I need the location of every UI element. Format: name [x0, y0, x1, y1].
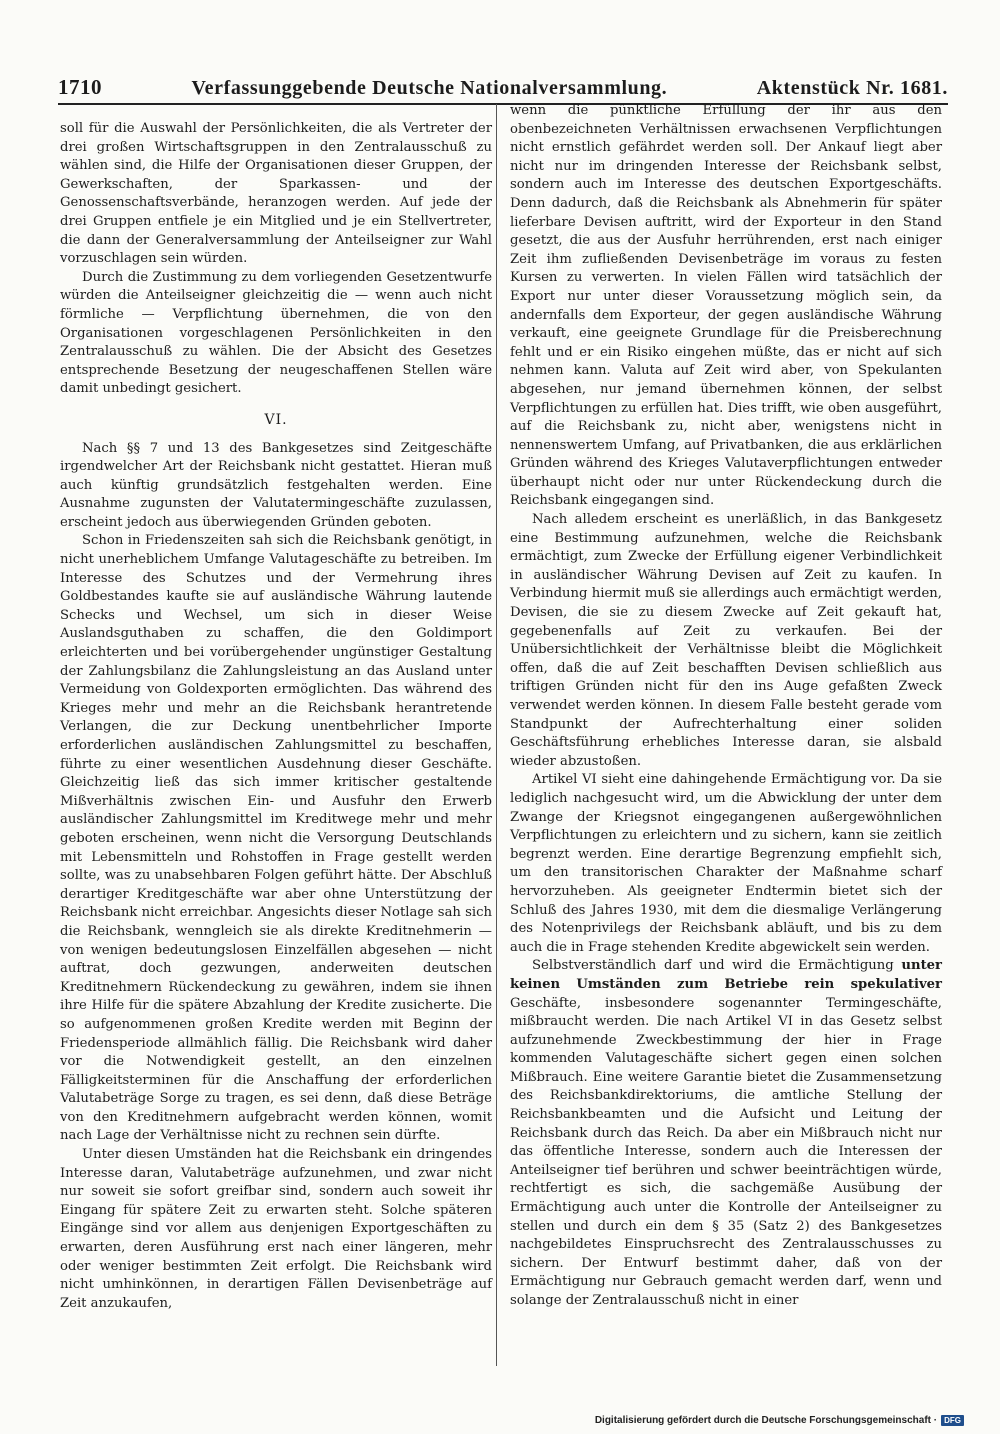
page-header [58, 70, 948, 105]
paragraph [510, 957, 942, 1310]
section-heading: VI. [264, 411, 288, 428]
paragraph-text: Selbstverständlich darf und wird die Ermächtigung [532, 958, 902, 974]
page-number: 1710 [58, 75, 102, 99]
right-column [510, 102, 942, 1311]
document-number: Aktenstück Nr. 1681. [756, 77, 948, 99]
paragraph: wenn die pünktliche Erfüllung der ihr aus den obenbezeichneten Verhältnissen erwachsenen Verpflichtungen nicht ernstlich gefährdet werden soll. Der Ankauf liegt aber nicht nur im dringenden Interesse der Reichsbank selbst, sondern auch im Interesse des deutschen Exportgeschäfts. Denn dadurch, daß die Reichsbank als Abnehmerin für später lieferbare Devisen auftritt, wird der Exporteur in den Stand gesetzt, die aus der Ausfuhr herrührenden, erst nach einiger Zeit ihm zufließenden Devisenbeträge im voraus zu festen Kursen zu verwerten. In vielen Fällen wird tatsächlich der Export nur unter dieser Voraussetzung möglich sein, da andernfalls dem Exporteur, der gegen ausländische Währung verkauft, eine geeignete Grundlage für die Preisberechnung fehlt und er ein Risiko eingehen müßte, das er nicht auf sich nehmen kann. Valuta auf Zeit wird aber, von Spekulanten abgesehen, nur jemand übernehmen können, der selbst Verpflichtungen zu erfüllen hat. Dies trifft, wie oben ausgeführt, auf die Reichsbank zu, nicht aber, wenigstens nicht in nennenswertem Umfang, auf Privatbanken, die aus erklärlichen Gründen während des Krieges Valutaverpflichtungen entweder überhaupt nicht oder nur unter Rückendeckung durch die Reichsbank eingegangen sind. [510, 103, 942, 509]
footer-credit [595, 1415, 964, 1426]
paragraph: Schon in Friedenszeiten sah sich die Reichsbank genötigt, in nicht unerheblichem Umfange Valutageschäfte zu betreiben. Im Interesse des Schutzes und der Vermehrung ihres Goldbestandes kaufte sie auf ausländische Währung lautende Schecks und Wechsel, um sich in dieser Weise Auslandsguthaben zu schaffen, die den Goldimport erleichterten und bei vorübergehender ungünstiger Gestaltung der Zahlungsbilanz die Zahlungsleistung an das Ausland unter Vermeidung von Goldexporten ermöglichten. Das während des Krieges mehr und mehr an die Reichsbank herantretende Verlangen, die zur Deckung unentbehrlicher Importe erforderlichen ausländischen Zahlungsmittel zu beschaffen, führte zu einer wesentlichen Ausdehnung dieser Geschäfte. Gleichzeitig ließ das sich immer kritischer gestaltende Mißverhältnis zwischen Ein- und Ausfuhr den Erwerb ausländischer Zahlungsmittel im Kreditwege mehr und mehr geboten erscheinen, wenn nicht die Versorgung Deutschlands mit Lebensmitteln und Rohstoffen in Frage gestellt werden sollte, was zu unabsehbaren Folgen geführt hätte. Der Abschluß derartiger Kreditgeschäfte war aber ohne Unterstützung der Reichsbank nicht erreichbar. Angesichts dieser Notlage sah sich die Reichsbank, wenngleich sie als direkte Kreditnehmerin — von wenigen bedeutungslosen Einzelfällen abgesehen — nicht auftrat, doch gezwungen, anderweiten deutschen Kreditnehmern Rückendeckung zu gewähren, indem sie ihnen ihre Hilfe für die spätere Abzahlung der Kredite zusicherte. Die so aufgenommenen großen Kredite werden mit Beginn der Friedensperiode allmählich fällig. Die Reichsbank wird daher vor die Notwendigkeit gestellt, an den einzelnen Fälligkeitsterminen für die Anschaffung der erforderlichen Valutabeträge Sorge zu tragen, es sei denn, daß diese Beträge von den Kreditnehmern aufgebracht werden können, womit nach Lage der Verhältnisse nicht zu rechnen sein dürfte. [60, 533, 492, 1144]
paragraph: Artikel VI sieht eine dahingehende Ermächtigung vor. Da sie lediglich nachgesucht wird, um die Abwicklung der unter dem Zwange der Kriegsnot eingegangenen außergewöhnlichen Verpflichtungen zu erleichtern und zu sichern, kann sie zeitlich begrenzt werden. Eine derartige Begrenzung empfiehlt sich, um den transitorischen Charakter der Maßnahme scharf hervorzuheben. Als geeigneter Endtermin bietet sich der Schluß des Jahres 1930, mit dem die diesmalige Verlängerung des Notenprivilegs der Reichsbank abläuft, und bis zu dem auch die in Frage stehenden Kredite abgewickelt sein werden. [510, 772, 942, 955]
left-column [60, 120, 492, 1313]
paragraph: Nach §§ 7 und 13 des Bankgesetzes sind Zeitgeschäfte irgendwelcher Art der Reichsbank nicht gestattet. Hieran muß auch künftig grundsätzlich festgehalten werden. Eine Ausnahme zugunsten der Valutatermingeschäfte zuzulassen, erscheint jedoch aus überwiegenden Gründen geboten. [60, 440, 492, 530]
paragraph-text: Geschäfte, insbesondere sogenannter Termingeschäfte, mißbraucht werden. Die nach Artikel VI in das Gesetz selbst aufzunehmende Zweckbestimmung der hier in Frage kommenden Valutageschäfte sichert gegen einen solchen Mißbrauch. Eine weitere Garantie bietet die Zusammensetzung des Reichsbankdirektoriums, die amtliche Stellung der Reichsbankbeamten und die Aufsicht und Leitung der Reichsbank durch das Reich. Da aber ein Mißbrauch nicht nur das öffentliche Interesse, sondern auch die Interessen der Anteilseigner tief berühren und schwer beeinträchtigen würde, rechtfertigt es sich, die sachgemäße Ausübung der Ermächtigung auch unter die Kontrolle der Anteilseigner zu stellen und durch ein dem § 35 (Satz 2) des Bankgesetzes nachgebildetes Einspruchsrecht des Zentralausschusses zu sichern. Der Entwurf bestimmt daher, daß von der Ermächtigung nur Gebrauch gemacht werden darf, wenn und solange der Zentralausschuß nicht in einer [510, 995, 942, 1308]
running-title: Verfassunggebende Deutsche Nationalversammlung. [191, 77, 668, 99]
emphasized-text: unter keinen Umständen zum Betriebe rein spekulativer [510, 958, 942, 992]
dfg-logo: DFG [941, 1415, 964, 1426]
paragraph: Unter diesen Umständen hat die Reichsbank ein dringendes Interesse daran, Valutabeträge aufzunehmen, und zwar nicht nur soweit sie sofort greifbar sind, sondern auch soweit ihr Eingang für spätere Zeit zu erwarten steht. Solche späteren Eingänge sind vor allem aus denjenigen Exportgeschäften zu erwarten, deren Ausführung erst nach einer längeren, mehr oder weniger bestimmten Zeit erfolgt. Die Reichsbank wird nicht umhinkönnen, in derartigen Fällen Devisenbeträge auf Zeit anzukaufen, [60, 1147, 492, 1311]
paragraph: Nach alledem erscheint es unerläßlich, in das Bankgesetz eine Bestimmung aufzunehmen, welche die Reichsbank ermächtigt, zum Zwecke der Erfüllung eigener Verbindlichkeit in ausländischer Währung Devisen auf Zeit zu kaufen. In Verbindung hiermit muß sie allerdings auch ermächtigt werden, Devisen, die sie zu diesem Zwecke auf Zeit gekauft hat, gegebenenfalls auf Zeit zu verkaufen. Bei der Unübersichtlichkeit der Verhältnisse bleibt die Möglichkeit offen, daß die auf Zeit beschafften Devisen schließlich aus triftigen Gründen nicht für den ins Auge gefaßten Zweck verwendet werden können. In diesem Falle besteht gerade vom Standpunkt der Aufrechterhaltung einer soliden Geschäftsführung erhebliches Interesse daran, sie alsbald wieder abzustoßen. [510, 512, 942, 769]
paragraph: soll für die Auswahl der Persönlichkeiten, die als Vertreter der drei großen Wirtschaftsgruppen in den Zentralausschuß zu wählen sind, die Hilfe der Organisationen dieser Gruppen, der Gewerkschaften, der Sparkassen- und der Genossenschaftsverbände, heranzogen werden. Auf jede der drei Gruppen entfiele je ein Mitglied und je ein Stellvertreter, die dann der Generalversammlung der Anteilseigner zur Wahl vorzuschlagen sein würden. [60, 121, 492, 267]
footer-text: Digitalisierung gefördert durch die Deutsche Forschungsgemeinschaft · [594, 1415, 938, 1426]
column-divider [496, 104, 497, 1366]
paragraph: Durch die Zustimmung zu dem vorliegenden Gesetzentwurfe würden die Anteilseigner gleichzeitig die — wenn auch nicht förmliche — Verpflichtung übernehmen, die von den Organisationen vorgeschlagenen Persönlichkeiten in den Zentralausschuß zu wählen. Die der Absicht des Gesetzes entsprechende Besetzung der neugeschaffenen Stellen wäre damit unbedingt gesichert. [60, 269, 492, 397]
